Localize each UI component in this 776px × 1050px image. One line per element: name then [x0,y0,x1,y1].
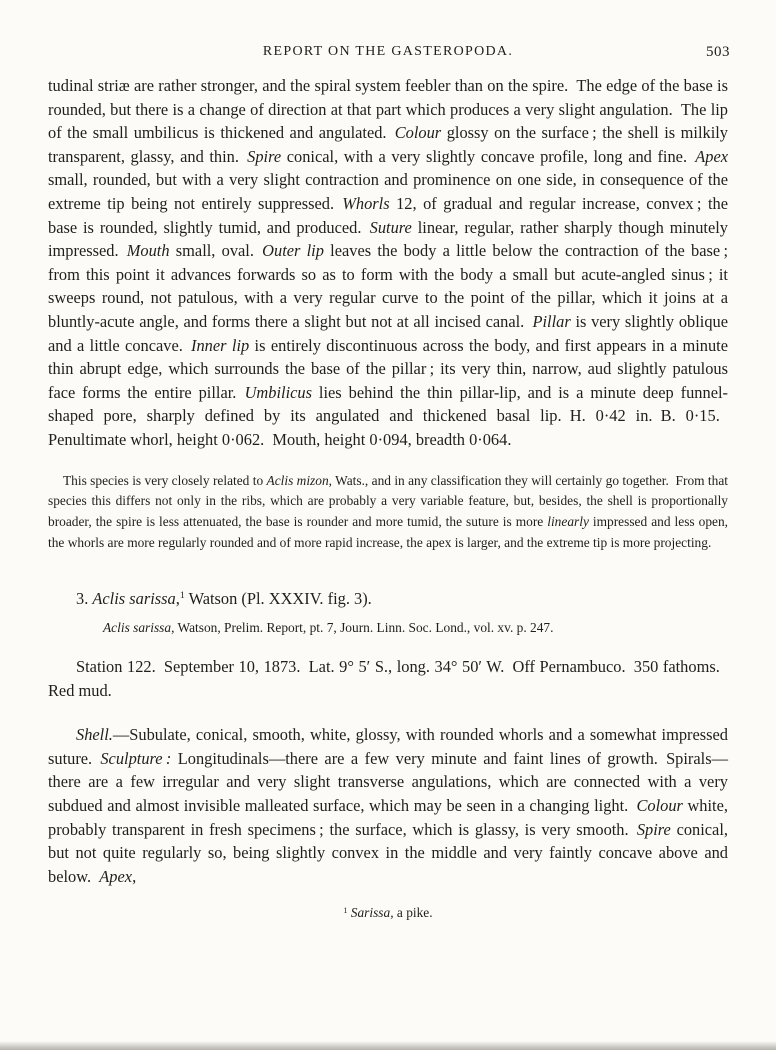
running-header [52,0,730,60]
paragraph-species-note [48,471,728,554]
italic-text: Sculpture : [100,748,172,768]
text-run: is entirely discontinuous across the body, and first appears in a minute thin abrupt edge, which surrounds the base of the pillar ; its very thin, narrow, aud slightly patulous face forms the entire pillar. [48,335,728,402]
text-run: conical, with a very slightly concave profile, long and fine. [281,146,696,166]
italic-text: Mouth [126,241,170,261]
italic-text: Aclis mizon [266,472,329,488]
text-run: , Watson, Prelim. Report, pt. 7, Journ. Linn. Soc. Lond., vol. xv. p. 247. [171,620,554,636]
text-run: , [175,588,180,608]
text-run: This species is very closely related to [63,472,267,488]
italic-text: Umbilicus [244,382,312,402]
page-number: 503 [706,44,730,60]
text-run: linear, regular, rather sharply though minutely impressed. [48,217,728,261]
italic-text: Outer lip [262,241,324,261]
text-run: glossy on the surface ; the shell is milkily transparent, glassy, and thin. [48,123,728,166]
italic-text: Inner lip [191,335,250,355]
text-column [48,74,728,924]
species-heading [48,587,728,611]
text-run: —Subulate, conical, smooth, white, glossy, with rounded whorls and a somewhat impressed suture. [48,725,728,768]
italic-text: Sarissa, [350,905,394,921]
superscript-ref: 1 [179,590,185,602]
text-run: , [132,866,137,886]
text-run: 12, of gradual and regular increase, convex ; the base is rounded, slightly tumid, and produced. [48,193,728,237]
paragraph-shell-description [48,723,728,888]
text-run: small, rounded, but with a very slight contraction and prominence on one side, in consequence of the extreme tip being not entirely suppressed. [48,170,728,213]
italic-text: Colour [636,796,683,816]
italic-text: Apex [695,146,729,166]
text-run: a pike. [393,905,433,921]
italic-text: Aclis sarissa [103,620,172,636]
text-run: lies behind the thin pillar-lip, and is a minute deep funnel-shaped pore, sharply defined by its angulated and thickened basal lip. H. 0·42 in. B. 0·15. Penultimate whorl, height 0·062. Mouth, height 0·094, breadth 0·064. [48,382,728,449]
paragraph-station [48,655,728,702]
italic-text: Apex [99,866,133,886]
running-header-title: REPORT ON THE GASTEROPODA. [262,44,514,59]
footnote [48,903,728,924]
italic-text: Spire [247,146,282,166]
paragraph-description-continued [48,74,728,452]
text-run: impressed and less open, the whorls are more regularly rounded and of more rapid increase, the apex is larger, and the extreme tip is more projecting. [48,514,728,550]
scan-edge-shadow [0,1041,776,1050]
italic-text: Colour [394,123,442,143]
text-run: Watson (Pl. XXXIV. fig. 3). [184,588,372,608]
italic-text: Aclis sarissa [92,588,176,608]
text-run: Station 122. September 10, 1873. Lat. 9° 5′ S., long. 34° 50′ W. Off Pernambuco. 350 fathoms. Red mud. [48,657,728,700]
text-run: conical, but not quite regularly so, being slightly convex in the middle and very faintly concave above and below. [48,819,728,886]
italic-text: Suture [369,217,412,237]
superscript-ref: 1 [343,906,348,915]
italic-text: Spire [636,819,671,839]
text-run: leaves the body a little below the contraction of the base ; from this point it advances forwards so as to form with the body a small but acute-angled sinus ; it sweeps round, not patulous, with a very regular curve to the point of the pillar, which it joins at a bluntly-acute angle, and forms there a slight but not at all incised canal. [48,241,728,331]
italic-text: linearly [547,514,589,530]
italic-text: Shell. [76,725,113,745]
text-run: 3. [76,588,93,608]
text-run: Longitudinals—there are a few very minute and faint lines of growth. Spirals—there are a few irregular and very slight transverse angulations, which are connected with a very subdued and almost invisible malleated surface, which may be seen in a changing light. [48,748,728,816]
italic-text: Whorls [342,193,390,213]
italic-text: Pillar [532,311,571,331]
species-citation [48,618,728,639]
text-run: small, oval. [169,241,263,261]
text-run: is very slightly oblique and a little concave. [48,311,728,355]
text-run: , Wats., and in any classification they will certainly go together. From that species this differs not only in the ribs, which are probably a very variable feature, but, besides, the shell is proportionally broader, the spire is less attenuated, the base is rounder and more tumid, the suture is more [48,472,729,530]
text-run: white, probably transparent in fresh specimens ; the surface, which is glassy, is very smooth. [48,796,728,839]
text-run: tudinal striæ are rather stronger, and the spiral system feebler than on the spire. The edge of the base is rounded, but there is a change of direction at that part which produces a very slight angulation. The lip of the small umbilicus is thickened and angulated. [48,76,728,143]
